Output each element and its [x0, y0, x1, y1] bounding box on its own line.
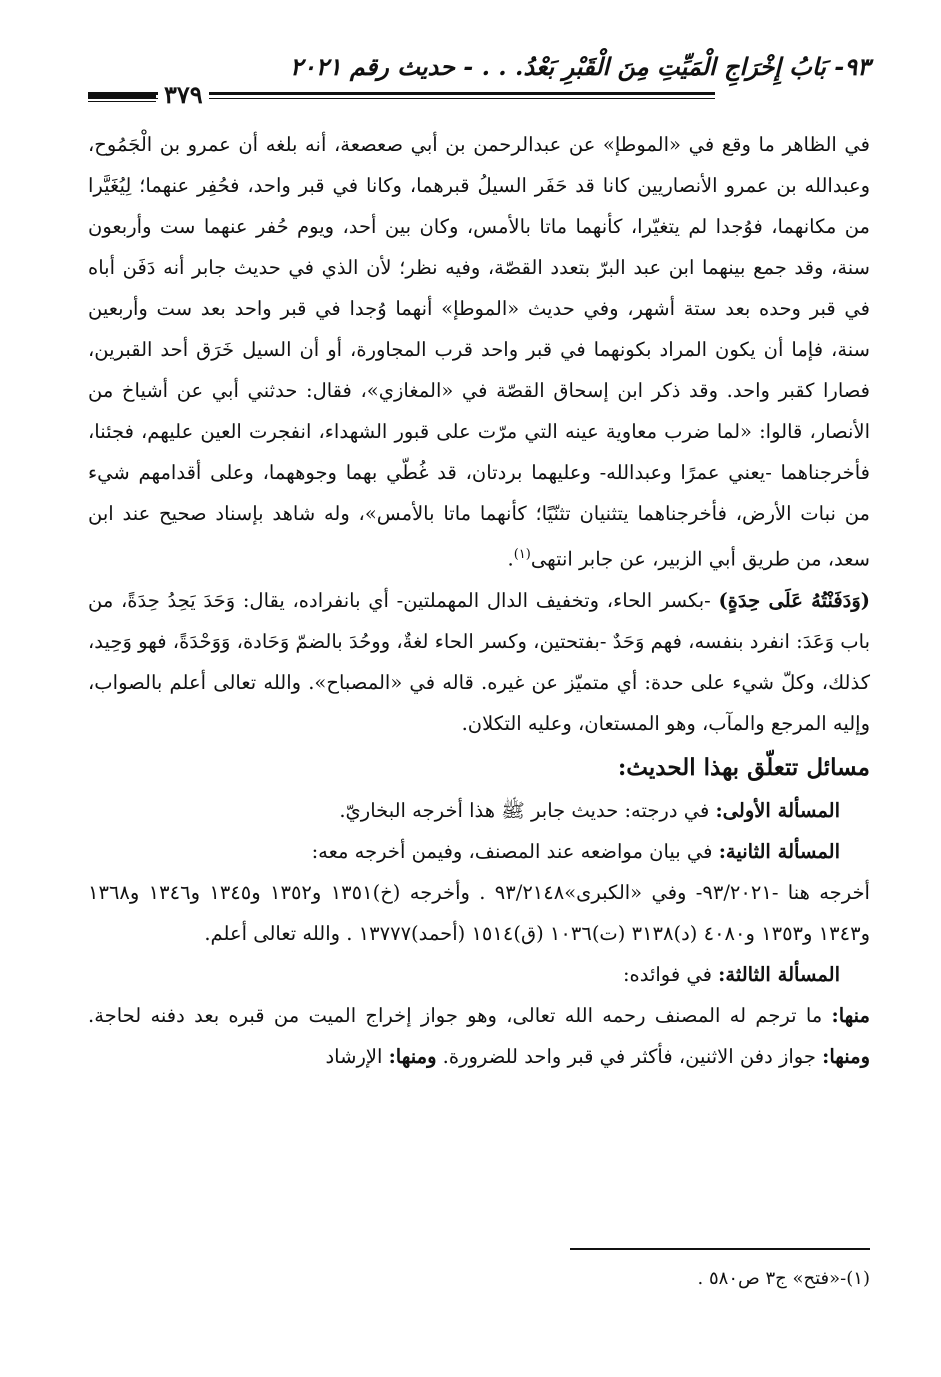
paragraph-1-text: في الظاهر ما وقع في «الموطإ» عن عبدالرحمن بن أبي صعصعة، أنه بلغه أن عمرو بن الْجَمُوح، وعبدالله بن عمرو الأنصاريين كانا قد حَفَر السيلُ قبرهما، وكانا في قبر واحد، فحُفِر عنهما؛ لِيُغَيَّرا من مكانهما، فوُجدا لم يتغيّرا، كأنهما ماتا بالأمس، وكان بين أحد، ويوم حُفر عنهما ست وأربعون سنة، وقد جمع بينهما ابن عبد البرّ بتعدد القصّة، وفيه نظر؛ لأن الذي في حديث جابر أنه دَفَن أباه في قبر وحده بعد ستة أشهر، وفي حديث «الموطإ» أنهما وُجدا في قبر واحد بعد ست وأربعين سنة، فإما أن يكون المراد بكونهما في قبر واحد قرب المجاورة، أو أن السيل خَرَق أحد القبرين، فصارا كقبر واحد. وقد ذكر ابن إسحاق القصّة في «المغازي»، فقال: حدثني أبي عن أشياخ من الأنصار، قالوا: «لما ضرب معاوية عينه التي مرّت على قبور الشهداء، انفجرت العين عليهم، فجئنا، فأخرجناهما -يعني عمرًا وعبدالله- وعليهما بردتان، قد غُطّي بهما وجوههما، وعلى أقدامهم شيء من نبات الأرض، فأخرجناهما يتثنيان تثنّيًا؛ كأنهما ماتا بالأمس»، وله شاهد بإسناد صحيح عند ابن سعد، من طريق أبي الزبير، عن جابر انتهى	[88, 133, 870, 571]
issue-1	[88, 790, 870, 831]
benefit-2-lead: ومنها:	[822, 1044, 870, 1068]
issue-1-label: المسألة الأولى:	[715, 798, 840, 822]
benefit-3-lead: ومنها:	[388, 1044, 437, 1068]
benefit-1-text: ما ترجم له المصنف رحمه الله تعالى، وهو جواز إخراج الميت من قبره بعد دفنه لحاجة.	[88, 1003, 832, 1027]
issue-2-label: المسألة الثانية:	[718, 839, 840, 863]
paragraph-2-lead: (وَدَفَنْتُهُ عَلَى حِدَةٍ)	[718, 588, 871, 612]
benefits-paragraph	[88, 995, 870, 1077]
page-number-rule	[88, 95, 156, 102]
body-text	[88, 124, 870, 1077]
paragraph-1	[88, 124, 870, 580]
benefit-1-lead: منها:	[831, 1003, 870, 1027]
issue-2-text: في بيان مواضعه عند المصنف، وفيمن أخرجه معه:	[311, 839, 719, 863]
issue-2	[88, 831, 870, 872]
page-header	[88, 40, 870, 108]
paragraph-2-text: -بكسر الحاء، وتخفيف الدال المهملتين- أي بانفراده، يقال: وَحَدَ يَحِدُ حِدَةً، من باب وَعَدَ: انفرد بنفسه، فهم وَحَدٌ -بفتحتين، وكسر الحاء لغةٌ، ووحُدَ بالضمّ وَحَادة، وَوَحْدَةً، فهو وَحِيد، كذلك، وكلّ شيء على حدة: أي متميّز عن غيره. قاله في «المصباح». والله تعالى أعلم بالصواب، وإليه المرجع والمآب، وهو المستعان، وعليه التكلان.	[88, 588, 870, 735]
footnote-mark[interactable]: (١)	[513, 547, 531, 562]
page-number-rule-thick	[88, 95, 156, 98]
section-heading: مسائل تتعلّق بهذا الحديث:	[617, 753, 870, 781]
paragraph-1-end: .	[507, 547, 514, 571]
takhrij-paragraph: أخرجه هنا -٩٣/٢٠٢١- وفي «الكبرى»٩٣/٢١٤٨ . وأخرجه (خ)١٣٥١ و١٣٥٢ و١٣٤٥ و١٣٤٦ و١٣٦٨ و١٣٤٣ و١٣٥٣ و٤٠٨٠ (د)٣١٣٨ (ت)١٠٣٦ (ق)١٥١٤ (أحمد)١٣٧٧٧ . والله تعالى أعلم.	[88, 880, 870, 945]
footnote-separator	[570, 1248, 870, 1250]
issue-3-label: المسألة الثالثة:	[718, 962, 840, 986]
issue-1-text: في درجته: حديث جابر ﷺ هذا أخرجه البخاريّ.	[339, 798, 716, 822]
document-page	[88, 40, 870, 1360]
page-number: ٣٧٩	[158, 80, 209, 109]
header-title: ٩٣- بَابُ إِخْرَاجِ الْمَيِّتِ مِنَ الْقَبْرِ بَعْدُ. . . - حديث رقم ٢٠٢١	[289, 52, 870, 81]
issue-3-text: في فوائده:	[622, 962, 719, 986]
benefit-2-text: جواز دفن الاثنين، فأكثر في قبر واحد للضرورة.	[436, 1044, 823, 1068]
paragraph-2	[88, 580, 870, 744]
issue-3	[88, 954, 870, 995]
page-number-rule-thin	[88, 101, 156, 102]
benefit-3-text: الإرشاد	[325, 1044, 389, 1068]
footnote: (١)-«فتح» ج٣ ص٥٨٠ .	[697, 1268, 870, 1289]
